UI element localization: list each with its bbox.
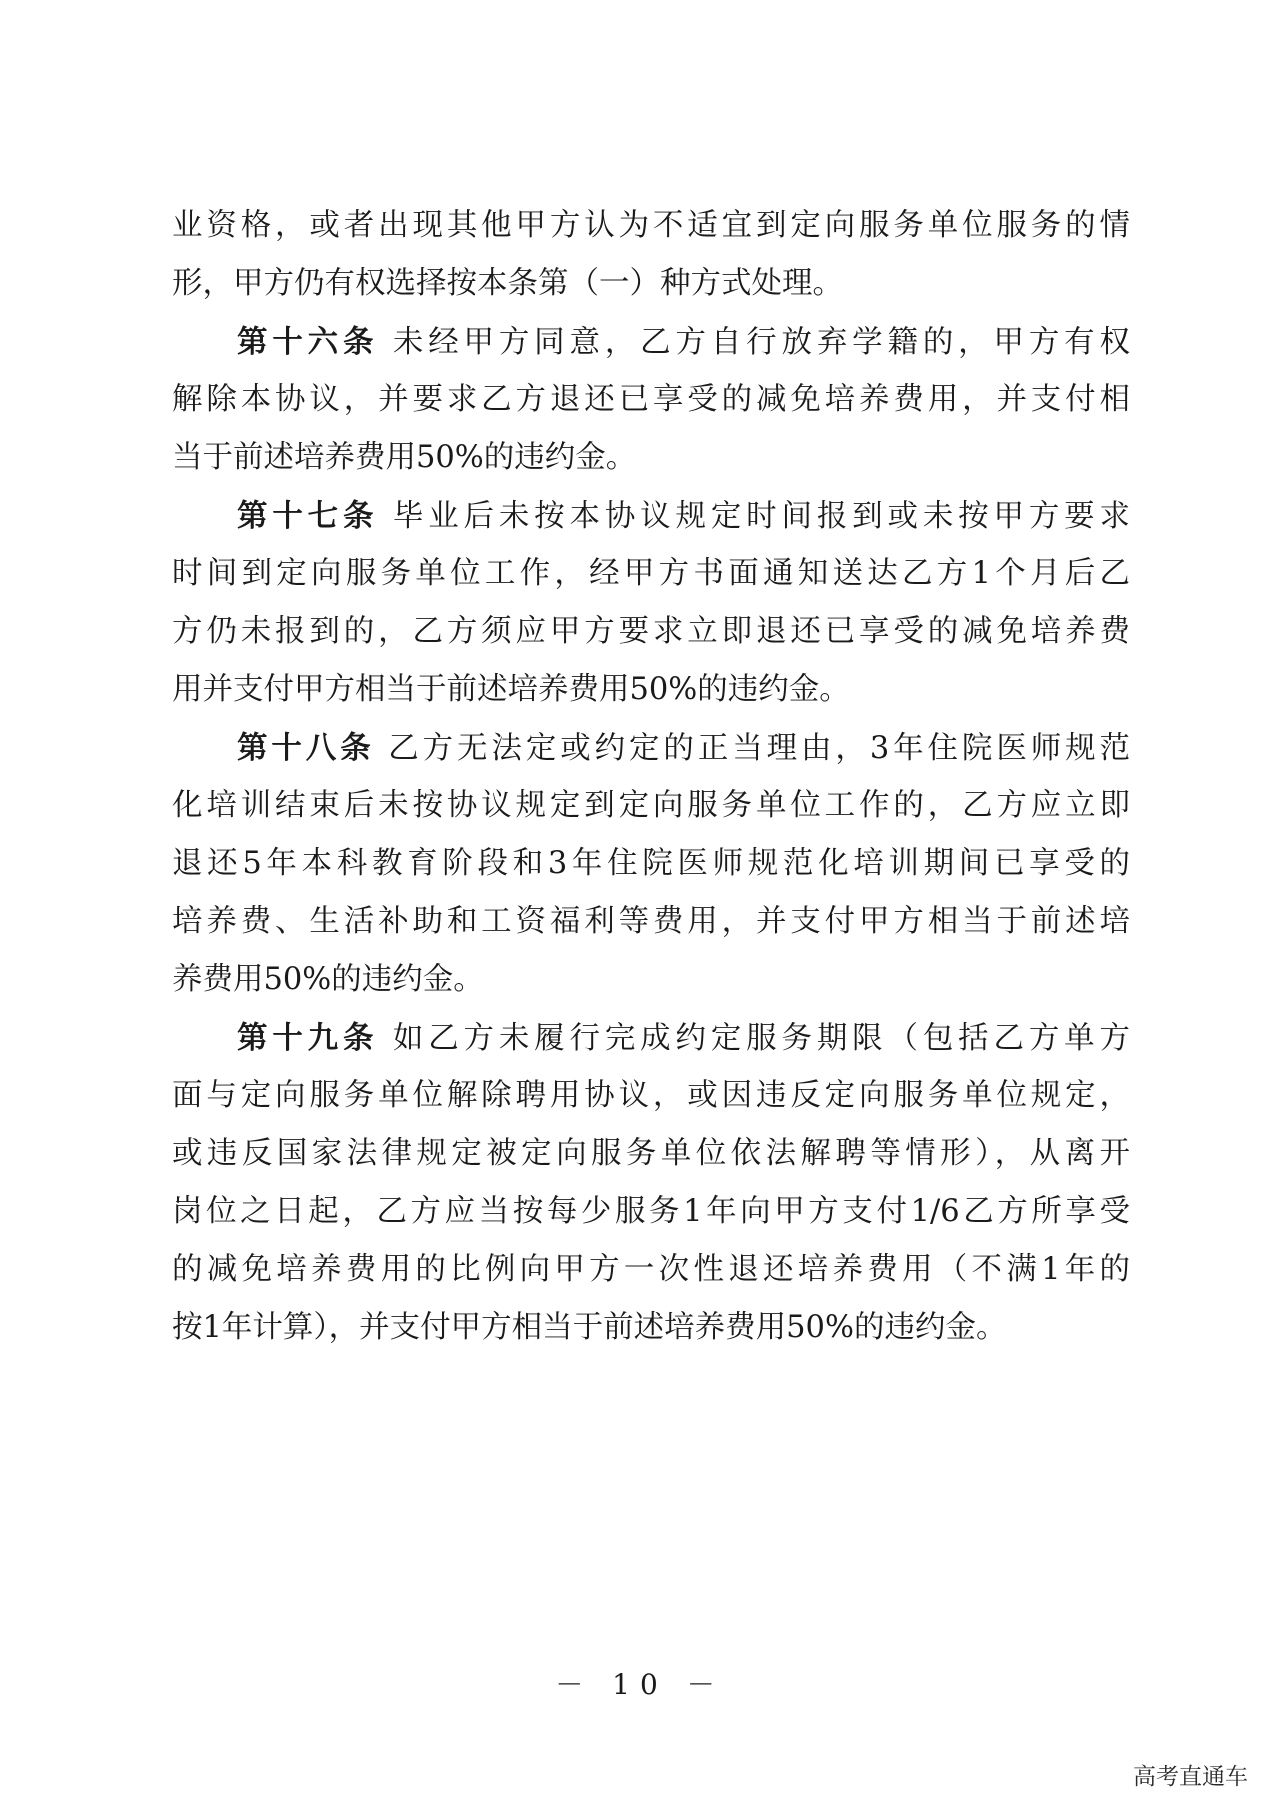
text-line: 养费用50%的违约金。	[172, 962, 484, 997]
page-number: － 10 －	[555, 1668, 725, 1701]
text-line: 的减免培养费用的比例向甲方一次性退还培养费用（不满1年的	[172, 1252, 1130, 1287]
article-18	[237, 728, 1130, 768]
article-17	[237, 496, 1130, 536]
text-line: 面与定向服务单位解除聘用协议，或因违反定向服务单位规定，	[172, 1078, 1130, 1113]
article-text: 如乙方未履行完成约定服务期限（包括乙方单方	[392, 1021, 1130, 1056]
article-text: 乙方无法定或约定的正当理由，3年住院医师规范	[388, 731, 1131, 766]
text-line: 或违反国家法律规定被定向服务单位依法解聘等情形），从离开	[172, 1136, 1130, 1171]
text-line: 退还5年本科教育阶段和3年住院医师规范化培训期间已享受的	[172, 846, 1130, 881]
text-line: 用并支付甲方相当于前述培养费用50%的违约金。	[172, 672, 850, 707]
article-text: 未经甲方同意，乙方自行放弃学籍的，甲方有权	[392, 325, 1130, 360]
text-line: 岗位之日起，乙方应当按每少服务1年向甲方支付1/6乙方所享受	[172, 1194, 1130, 1229]
text-line: 按1年计算），并支付甲方相当于前述培养费用50%的违约金。	[172, 1310, 1007, 1345]
text-line: 形，甲方仍有权选择按本条第（一）种方式处理。	[172, 266, 843, 301]
article-heading: 第十六条	[237, 324, 379, 360]
watermark: 高考直通车	[1133, 1764, 1248, 1790]
text-line: 时间到定向服务单位工作，经甲方书面通知送达乙方1个月后乙	[172, 556, 1130, 591]
text-line: 方仍未报到的，乙方须应甲方要求立即退还已享受的减免培养费	[172, 614, 1130, 649]
article-16	[237, 322, 1130, 362]
text-line: 业资格，或者出现其他甲方认为不适宜到定向服务单位服务的情	[172, 208, 1130, 243]
article-heading: 第十七条	[237, 498, 379, 534]
article-heading: 第十八条	[237, 730, 375, 766]
article-text: 毕业后未按本协议规定时间报到或未按甲方要求	[392, 499, 1130, 534]
text-line: 培养费、生活补助和工资福利等费用，并支付甲方相当于前述培	[172, 904, 1130, 939]
text-line: 解除本协议，并要求乙方退还已享受的减免培养费用，并支付相	[172, 382, 1130, 417]
article-19	[237, 1018, 1130, 1058]
article-heading: 第十九条	[237, 1020, 379, 1056]
text-line: 当于前述培养费用50%的违约金。	[172, 440, 637, 475]
text-line: 化培训结束后未按协议规定到定向服务单位工作的，乙方应立即	[172, 788, 1130, 823]
